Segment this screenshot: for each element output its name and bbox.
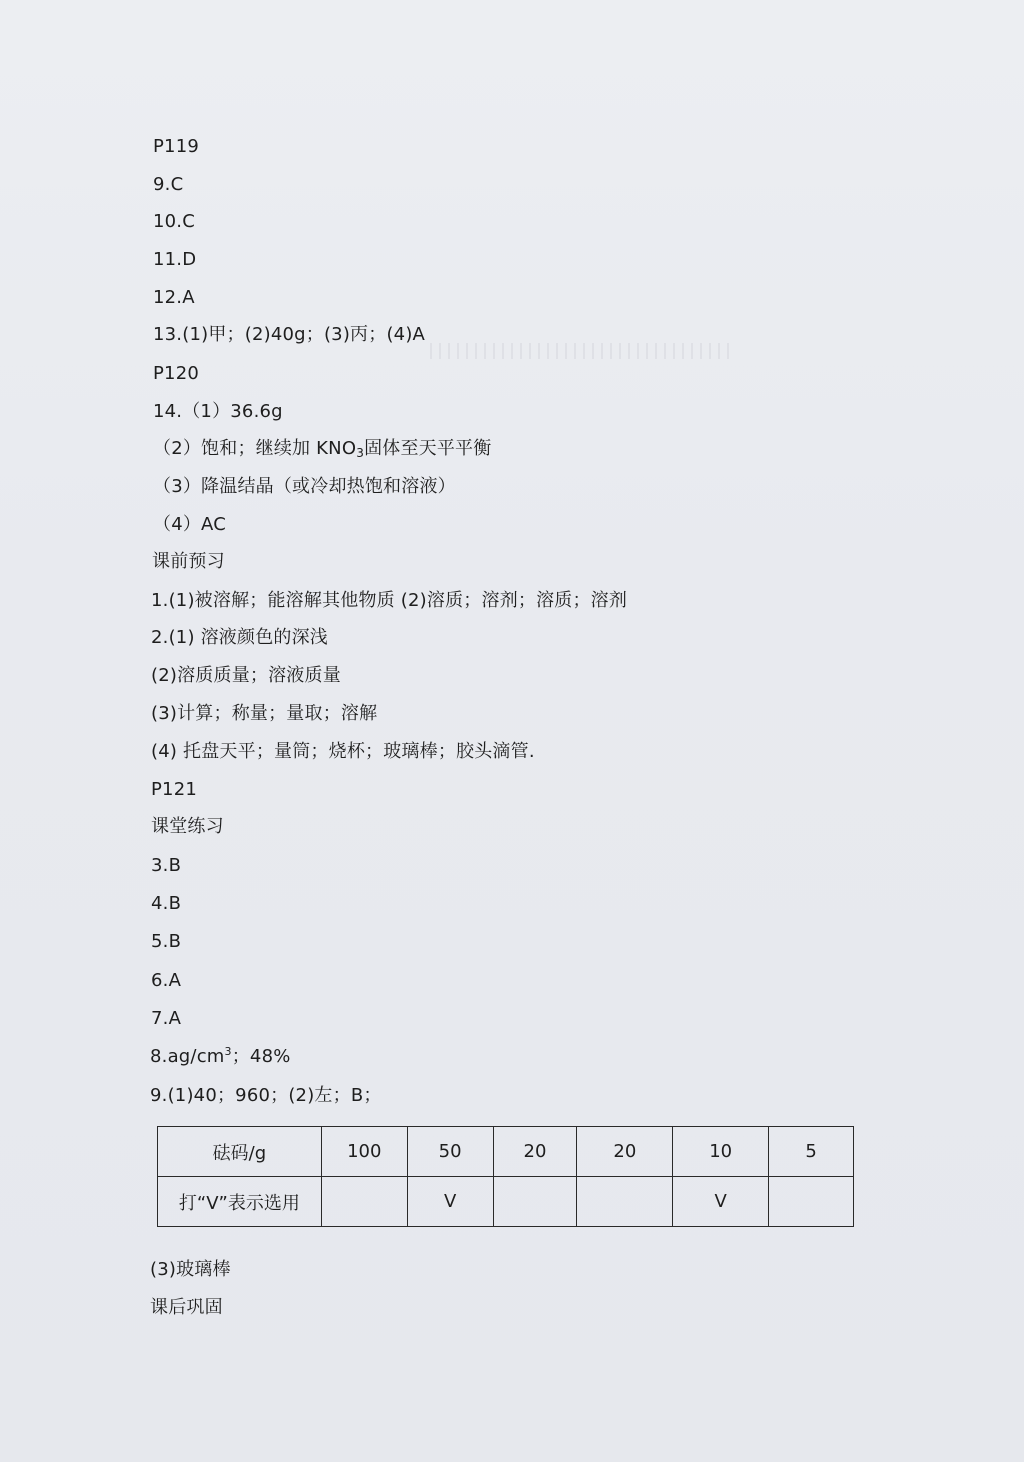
weight-value: 100 xyxy=(321,1127,407,1177)
class-answer-8-superscript: 3 xyxy=(224,1045,232,1058)
section-title-after: 课后巩固 xyxy=(150,1297,223,1318)
preview-answer-1: 1.(1)被溶解；能溶解其他物质 (2)溶质；溶剂；溶质；溶剂 xyxy=(151,590,628,611)
preview-answer-2-3: (3)计算；称量；量取；溶解 xyxy=(151,703,378,724)
class-answer-8-prefix: 8.ag/cm xyxy=(150,1046,225,1067)
answer-14-3: （3）降温结晶（或冷却热饱和溶液） xyxy=(153,476,456,497)
class-answer-3: 3.B xyxy=(151,855,182,876)
page-ref-p121: P121 xyxy=(151,779,198,800)
class-answer-5: 5.B xyxy=(151,931,182,952)
answer-11: 11.D xyxy=(153,249,197,270)
page-ref-p120: P120 xyxy=(153,363,200,384)
weights-header-label: 砝码/g xyxy=(158,1127,322,1177)
weights-table xyxy=(157,1126,854,1227)
class-answer-6: 6.A xyxy=(151,970,182,991)
select-cell xyxy=(769,1177,854,1227)
select-cell: V xyxy=(673,1177,769,1227)
class-answer-4: 4.B xyxy=(151,893,182,914)
answer-10: 10.C xyxy=(153,211,195,232)
class-answer-7: 7.A xyxy=(151,1008,182,1029)
select-row-label: 打“V”表示选用 xyxy=(158,1177,322,1227)
answer-14-2-subscript: 3 xyxy=(356,446,365,460)
answer-14-2-prefix: （2）饱和；继续加 KNO xyxy=(153,438,357,459)
answer-14-2 xyxy=(153,437,491,461)
select-cell xyxy=(321,1177,407,1227)
answer-13: 13.(1)甲；(2)40g；(3)丙；(4)A xyxy=(153,324,426,345)
weight-value: 20 xyxy=(577,1127,673,1177)
weight-value: 50 xyxy=(407,1127,493,1177)
class-answer-9-3: (3)玻璃棒 xyxy=(150,1259,231,1280)
select-cell xyxy=(493,1177,577,1227)
weight-value: 20 xyxy=(493,1127,577,1177)
class-answer-9: 9.(1)40；960；(2)左；B； xyxy=(150,1085,382,1106)
section-title-preview: 课前预习 xyxy=(152,551,225,572)
preview-answer-2-4: (4) 托盘天平；量筒；烧杯；玻璃棒；胶头滴管. xyxy=(151,741,535,762)
answer-14-1: 14.（1）36.6g xyxy=(153,401,283,422)
class-answer-8-suffix: ；48% xyxy=(231,1046,291,1067)
weight-value: 5 xyxy=(769,1127,854,1177)
preview-answer-2-2: (2)溶质质量；溶液质量 xyxy=(151,665,341,686)
preview-answer-2-1: 2.(1) 溶液颜色的深浅 xyxy=(151,627,328,648)
class-answer-8 xyxy=(150,1045,291,1069)
weights-table-select-row xyxy=(158,1177,854,1227)
answer-14-2-suffix: 固体至天平平衡 xyxy=(364,438,492,459)
select-cell: V xyxy=(407,1177,493,1227)
answer-14-4: （4）AC xyxy=(153,514,227,535)
weight-value: 10 xyxy=(673,1127,769,1177)
page-ref-p119: P119 xyxy=(153,136,200,157)
weights-table-header-row xyxy=(158,1127,854,1177)
answer-9: 9.C xyxy=(153,174,184,195)
scan-smudge xyxy=(430,343,730,359)
section-title-class: 课堂练习 xyxy=(151,816,224,837)
answer-12: 12.A xyxy=(153,287,195,308)
select-cell xyxy=(577,1177,673,1227)
